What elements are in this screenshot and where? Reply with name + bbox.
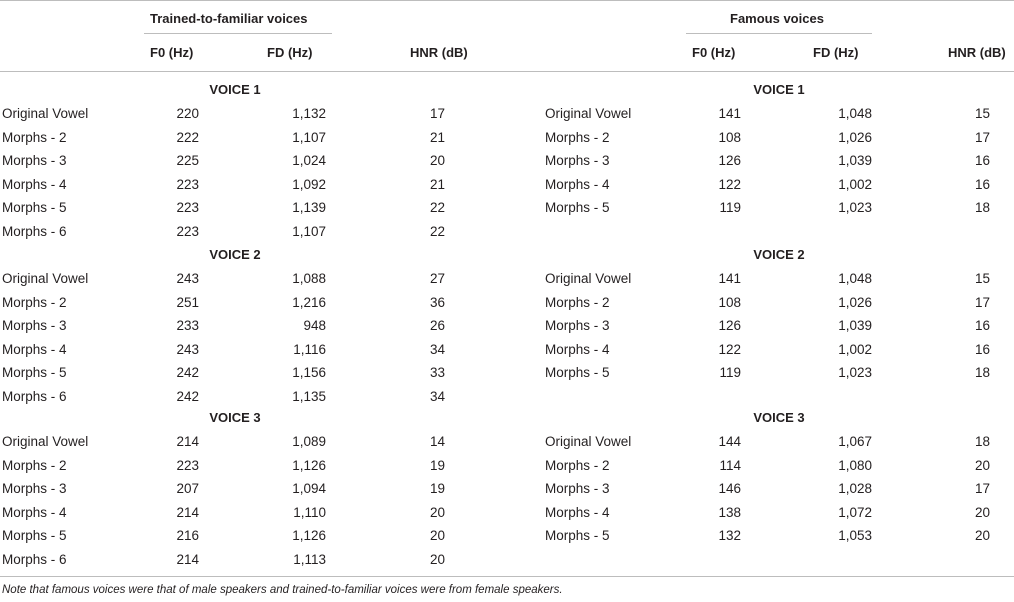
fd-value: 1,107 <box>292 130 326 145</box>
row-label: Morphs - 2 <box>2 295 67 310</box>
hnr-value: 20 <box>429 528 445 543</box>
f0-value: 141 <box>718 106 741 121</box>
hnr-value: 20 <box>429 552 445 567</box>
row-label: Morphs - 4 <box>545 177 610 192</box>
f0-value: 119 <box>719 365 741 380</box>
row-label: Morphs - 2 <box>2 130 67 145</box>
right-col-hnr: HNR (dB) <box>948 45 1006 60</box>
fd-value: 1,110 <box>293 505 326 520</box>
fd-value: 1,072 <box>838 505 872 520</box>
fd-value: 1,216 <box>292 295 326 310</box>
fd-value: 1,126 <box>292 528 326 543</box>
right-col-f0: F0 (Hz) <box>692 45 736 60</box>
hnr-value: 26 <box>429 318 445 333</box>
fd-value: 1,116 <box>293 342 326 357</box>
hnr-value: 18 <box>974 365 990 380</box>
f0-value: 223 <box>176 458 199 473</box>
row-label: Morphs - 5 <box>2 528 67 543</box>
fd-value: 1,026 <box>838 295 872 310</box>
fd-value: 1,039 <box>838 153 872 168</box>
fd-value: 1,107 <box>292 224 326 239</box>
hnr-value: 16 <box>974 318 990 333</box>
row-label: Morphs - 5 <box>545 200 610 215</box>
row-label: Morphs - 2 <box>2 458 67 473</box>
f0-value: 242 <box>176 389 199 404</box>
f0-value: 141 <box>718 271 741 286</box>
row-label: Morphs - 3 <box>545 318 610 333</box>
top-rule <box>0 0 1014 1</box>
row-label: Original Vowel <box>2 434 89 449</box>
row-label: Original Vowel <box>545 106 632 121</box>
f0-value: 223 <box>176 224 199 239</box>
fd-value: 1,156 <box>292 365 326 380</box>
fd-value: 1,002 <box>838 177 872 192</box>
f0-value: 214 <box>176 505 199 520</box>
hnr-value: 27 <box>429 271 445 286</box>
left-col-fd: FD (Hz) <box>267 45 313 60</box>
hnr-value: 22 <box>429 200 445 215</box>
hnr-value: 15 <box>974 106 990 121</box>
table-note: Note that famous voices were that of male speakers and trained-to-familiar voices were from female speakers. <box>2 584 563 596</box>
hnr-value: 14 <box>429 434 445 449</box>
hnr-value: 19 <box>429 458 445 473</box>
bottom-rule <box>0 576 1014 577</box>
fd-value: 1,039 <box>838 318 872 333</box>
fd-value: 1,132 <box>292 106 326 121</box>
right-group-title: Famous voices <box>730 11 824 26</box>
f0-value: 243 <box>176 271 199 286</box>
left-col-hnr: HNR (dB) <box>410 45 468 60</box>
f0-value: 251 <box>176 295 199 310</box>
hnr-value: 16 <box>974 342 990 357</box>
header-rule <box>0 71 1014 72</box>
right-voice-heading: VOICE 1 <box>753 82 805 97</box>
row-label: Morphs - 4 <box>2 505 67 520</box>
fd-value: 1,002 <box>838 342 872 357</box>
row-label: Original Vowel <box>545 434 632 449</box>
fd-value: 1,135 <box>292 389 326 404</box>
left-voice-heading: VOICE 1 <box>209 82 261 97</box>
f0-value: 207 <box>176 481 199 496</box>
hnr-value: 20 <box>974 458 990 473</box>
hnr-value: 20 <box>429 505 445 520</box>
row-label: Morphs - 3 <box>2 153 67 168</box>
hnr-value: 16 <box>974 153 990 168</box>
f0-value: 243 <box>176 342 199 357</box>
hnr-value: 17 <box>974 481 990 496</box>
fd-value: 1,028 <box>838 481 872 496</box>
hnr-value: 18 <box>974 200 990 215</box>
row-label: Morphs - 4 <box>2 177 67 192</box>
hnr-value: 16 <box>974 177 990 192</box>
hnr-value: 22 <box>429 224 445 239</box>
row-label: Original Vowel <box>2 271 89 286</box>
f0-value: 225 <box>176 153 199 168</box>
fd-value: 948 <box>303 318 326 333</box>
row-label: Original Vowel <box>2 106 89 121</box>
fd-value: 1,126 <box>292 458 326 473</box>
hnr-value: 21 <box>429 177 445 192</box>
hnr-value: 17 <box>974 130 990 145</box>
right-col-fd: FD (Hz) <box>813 45 859 60</box>
hnr-value: 33 <box>429 365 445 380</box>
fd-value: 1,067 <box>838 434 872 449</box>
hnr-value: 20 <box>974 528 990 543</box>
fd-value: 1,053 <box>838 528 872 543</box>
left-title-underline <box>144 33 332 34</box>
f0-value: 223 <box>176 177 199 192</box>
right-title-underline <box>686 33 872 34</box>
hnr-value: 17 <box>429 106 445 121</box>
f0-value: 126 <box>718 153 741 168</box>
row-label: Morphs - 5 <box>2 365 67 380</box>
left-group-title: Trained-to-familiar voices <box>150 11 308 26</box>
fd-value: 1,026 <box>838 130 872 145</box>
fd-value: 1,048 <box>838 271 872 286</box>
hnr-value: 15 <box>974 271 990 286</box>
hnr-value: 34 <box>429 389 445 404</box>
fd-value: 1,113 <box>293 552 326 567</box>
left-col-f0: F0 (Hz) <box>150 45 194 60</box>
row-label: Morphs - 4 <box>2 342 67 357</box>
fd-value: 1,080 <box>838 458 872 473</box>
row-label: Morphs - 3 <box>545 153 610 168</box>
fd-value: 1,023 <box>838 200 872 215</box>
f0-value: 122 <box>718 177 741 192</box>
row-label: Morphs - 4 <box>545 342 610 357</box>
fd-value: 1,024 <box>292 153 326 168</box>
row-label: Morphs - 2 <box>545 458 610 473</box>
f0-value: 216 <box>176 528 199 543</box>
hnr-value: 34 <box>429 342 445 357</box>
row-label: Morphs - 4 <box>545 505 610 520</box>
f0-value: 114 <box>719 458 741 473</box>
hnr-value: 20 <box>974 505 990 520</box>
hnr-value: 36 <box>429 295 445 310</box>
fd-value: 1,094 <box>292 481 326 496</box>
f0-value: 146 <box>718 481 741 496</box>
right-voice-heading: VOICE 2 <box>753 247 805 262</box>
hnr-value: 18 <box>974 434 990 449</box>
row-label: Morphs - 3 <box>2 481 67 496</box>
row-label: Morphs - 6 <box>2 224 67 239</box>
row-label: Morphs - 3 <box>545 481 610 496</box>
f0-value: 132 <box>718 528 741 543</box>
hnr-value: 19 <box>429 481 445 496</box>
fd-value: 1,023 <box>838 365 872 380</box>
f0-value: 108 <box>718 130 741 145</box>
hnr-value: 21 <box>429 130 445 145</box>
left-voice-heading: VOICE 2 <box>209 247 261 262</box>
f0-value: 214 <box>176 434 199 449</box>
row-label: Morphs - 6 <box>2 552 67 567</box>
row-label: Morphs - 2 <box>545 130 610 145</box>
f0-value: 126 <box>718 318 741 333</box>
right-voice-heading: VOICE 3 <box>753 410 805 425</box>
row-label: Morphs - 5 <box>2 200 67 215</box>
row-label: Original Vowel <box>545 271 632 286</box>
row-label: Morphs - 6 <box>2 389 67 404</box>
f0-value: 223 <box>176 200 199 215</box>
f0-value: 119 <box>719 200 741 215</box>
fd-value: 1,092 <box>292 177 326 192</box>
f0-value: 138 <box>718 505 741 520</box>
f0-value: 108 <box>718 295 741 310</box>
left-voice-heading: VOICE 3 <box>209 410 261 425</box>
f0-value: 144 <box>718 434 741 449</box>
f0-value: 222 <box>176 130 199 145</box>
row-label: Morphs - 5 <box>545 528 610 543</box>
fd-value: 1,048 <box>838 106 872 121</box>
f0-value: 233 <box>176 318 199 333</box>
fd-value: 1,139 <box>292 200 326 215</box>
f0-value: 122 <box>718 342 741 357</box>
hnr-value: 20 <box>429 153 445 168</box>
row-label: Morphs - 5 <box>545 365 610 380</box>
f0-value: 214 <box>176 552 199 567</box>
row-label: Morphs - 3 <box>2 318 67 333</box>
row-label: Morphs - 2 <box>545 295 610 310</box>
fd-value: 1,089 <box>292 434 326 449</box>
fd-value: 1,088 <box>292 271 326 286</box>
hnr-value: 17 <box>974 295 990 310</box>
f0-value: 242 <box>176 365 199 380</box>
f0-value: 220 <box>176 106 199 121</box>
